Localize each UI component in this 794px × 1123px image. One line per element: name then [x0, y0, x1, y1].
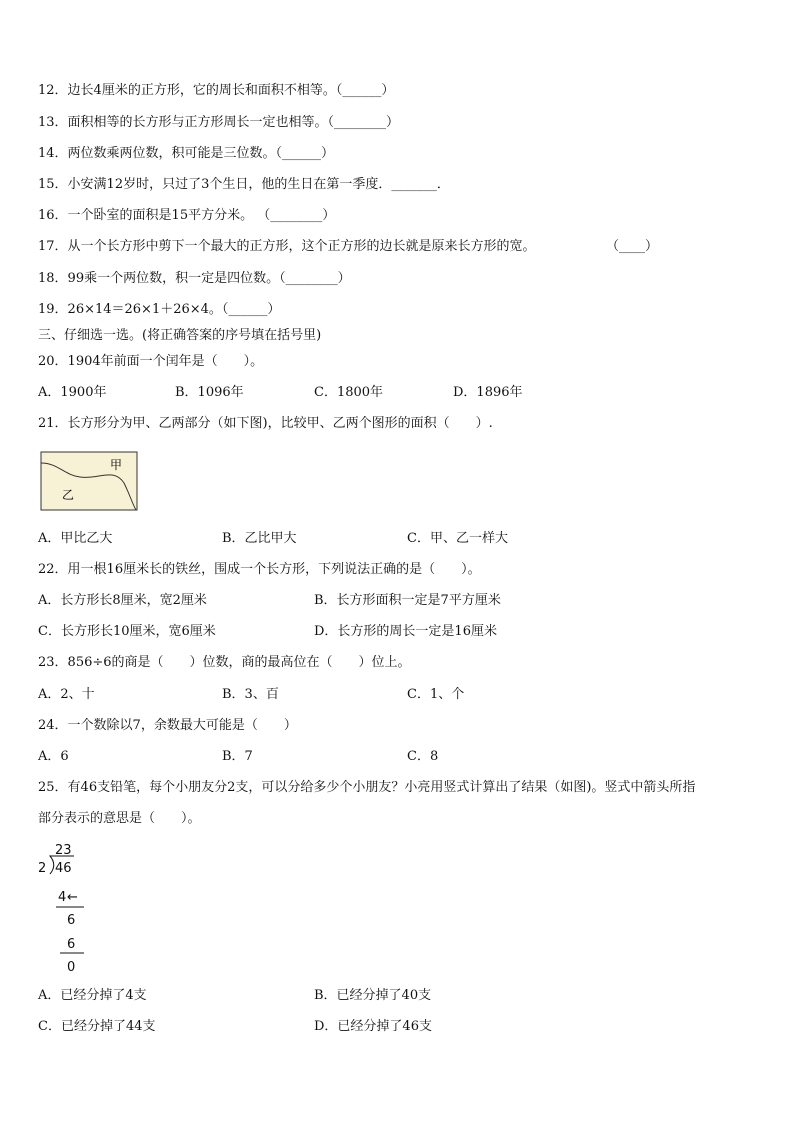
question-25-cont: 部分表示的意思是（ ）。 [38, 811, 201, 826]
q20-option-a: A．1900年 [38, 385, 107, 400]
question-25: 25．有46支铅笔，每个小朋友分2支，可以分给多少个小朋友？小亮用竖式计算出了结果（如图)。竖式中箭头所指 [38, 780, 696, 795]
question-12: 12．边长4厘米的正方形，它的周长和面积不相等。（______） [38, 83, 395, 98]
question-23: 23．856÷6的商是（ ）位数，商的最高位在（ ）位上。 [38, 655, 411, 670]
question-17-blank: （____） [606, 239, 659, 254]
q22-option-a: A．长方形长8厘米，宽2厘米 [38, 593, 207, 608]
question-20: 20．1904年前面一个闰年是（ ）。 [38, 354, 264, 369]
q25-option-a: A．已经分掉了4支 [38, 988, 147, 1003]
long-division-figure [36, 840, 96, 976]
rectangle-figure [40, 451, 138, 511]
question-18: 18．99乘一个两位数，积一定是四位数。（________） [38, 271, 351, 286]
division-remainder1: 6 [67, 913, 76, 928]
question-24: 24．一个数除以7，余数最大可能是（ ） [38, 718, 297, 733]
question-19: 19．26×14＝26×1＋26×4。（______） [38, 302, 281, 317]
q22-option-b: B．长方形面积一定是7平方厘米 [314, 593, 501, 608]
question-16: 16．一个卧室的面积是15平方分米。 （________） [38, 208, 336, 223]
question-13: 13．面积相等的长方形与正方形周长一定也相等。（________） [38, 115, 400, 130]
label-jia: 甲 [110, 458, 123, 472]
arrow-left-icon: ← [67, 890, 78, 905]
division-final: 0 [67, 960, 76, 975]
q25-option-d: D．已经分掉了46支 [314, 1019, 432, 1034]
q23-option-a: A．2、十 [38, 687, 95, 702]
division-step2: 6 [67, 937, 76, 952]
q20-option-b: B．1096年 [175, 385, 244, 400]
q21-option-c: C．甲、乙一样大 [407, 531, 508, 546]
division-step1: 4 [58, 890, 67, 905]
q20-option-d: D．1896年 [453, 385, 523, 400]
q25-option-c: C．已经分掉了44支 [38, 1019, 156, 1034]
question-14: 14．两位数乘两位数，积可能是三位数。（______） [38, 146, 335, 161]
question-15: 15．小安满12岁时，只过了3个生日，他的生日在第一季度．_______． [38, 177, 450, 192]
q22-option-d: D．长方形的周长一定是16厘米 [314, 624, 497, 639]
question-22: 22．用一根16厘米长的铁丝，围成一个长方形，下列说法正确的是（ ）。 [38, 562, 481, 577]
division-divisor: 2 [38, 861, 47, 876]
division-quotient: 23 [55, 843, 72, 858]
q24-option-b: B．7 [222, 749, 253, 764]
label-yi: 乙 [62, 488, 75, 502]
division-dividend: 46 [55, 861, 72, 876]
q23-option-b: B．3、百 [222, 687, 279, 702]
q25-option-b: B．已经分掉了40支 [314, 988, 432, 1003]
question-17: 17．从一个长方形中剪下一个最大的正方形，这个正方形的边长就是原来长方形的宽。 [38, 239, 536, 254]
q23-option-c: C．1、个 [407, 687, 465, 702]
q21-option-a: A．甲比乙大 [38, 531, 113, 546]
question-21: 21．长方形分为甲、乙两部分（如下图)，比较甲、乙两个图形的面积（ ）. [38, 416, 493, 431]
q24-option-c: C．8 [407, 749, 439, 764]
q24-option-a: A．6 [38, 749, 69, 764]
q20-option-c: C．1800年 [314, 385, 384, 400]
q22-option-c: C．长方形长10厘米，宽6厘米 [38, 624, 216, 639]
q21-option-b: B．乙比甲大 [222, 531, 297, 546]
section-3-heading: 三、仔细选一选。(将正确答案的序号填在括号里) [38, 328, 322, 343]
